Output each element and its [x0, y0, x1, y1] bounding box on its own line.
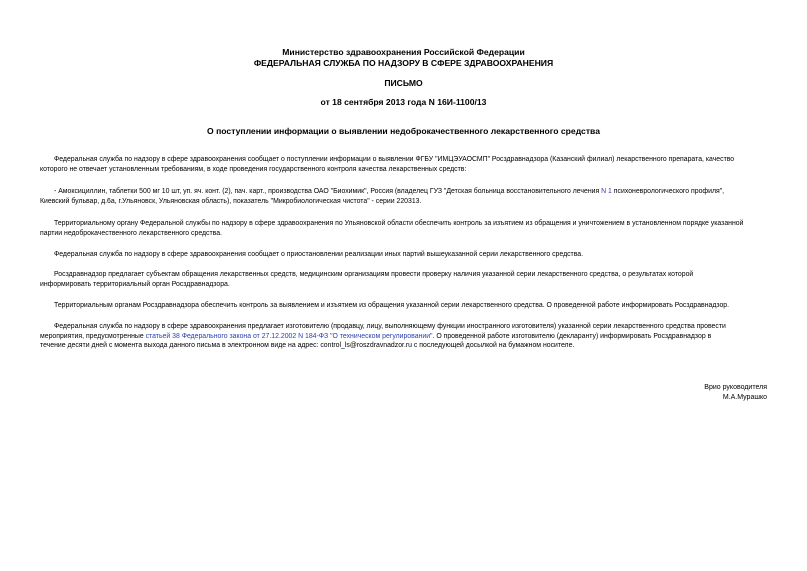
- paragraph-line: информировать территориальный орган Росздравнадзора.: [40, 280, 230, 288]
- service-name: ФЕДЕРАЛЬНАЯ СЛУЖБА ПО НАДЗОРУ В СФЕРЕ ЗДРАВООХРАНЕНИЯ: [253, 58, 554, 68]
- text-fragment: психоневрологического профиля",: [613, 188, 725, 195]
- document-subject: О поступлении информации о выявлении недоброкачественного лекарственного средства: [207, 126, 600, 136]
- paragraph-line: Росздравнадзор предлагает субъектам обращения лекарственных средств, медицинским организациям провести проверку наличия указанной серии лекарственного средства, о результатах которой: [54, 271, 694, 278]
- paragraph-5: [40, 270, 769, 289]
- text-fragment: . О проведенной работе изготовителю (декларанту) информировать Росздравнадзор в: [432, 332, 712, 340]
- hospital-number-link[interactable]: N 1: [601, 188, 612, 195]
- document-date-number: от 18 сентября 2013 года N 16И-1100/13: [320, 97, 487, 107]
- paragraph-6: [40, 301, 769, 311]
- ministry-name: Министерство здравоохранения Российской Федерации: [282, 47, 525, 57]
- paragraph-line: Федеральная служба по надзору в сфере здравоохранения сообщает о приостановлении реализации иных партий вышеуказанной серии лекарственного средства.: [54, 251, 584, 258]
- paragraph-line: Территориальным органам Росздравнадзора обеспечить контроль за выявлением и изъятием из обращения указанной серии лекарственного средства. О проведенной работе информировать Росздравнадзор.: [54, 302, 730, 309]
- paragraph-4: [40, 250, 769, 260]
- paragraph-line: [40, 332, 769, 342]
- text-fragment: мероприятия, предусмотренные: [40, 332, 144, 340]
- paragraph-line: [40, 187, 769, 197]
- document-type: ПИСЬМО: [384, 78, 423, 88]
- paragraph-line: Федеральная служба по надзору в сфере здравоохранения сообщает о поступлении информации о выявлении ФГБУ "ИМЦЭУАОСМП" Росздравнадзора (Казанский филиал) лекарственного препарата, качество: [54, 156, 735, 163]
- paragraph-line: Территориальному органу Федеральной службы по надзору в сфере здравоохранения по Ульяновской области обеспечить контроль за изъятием из обращения и уничтожением в установленном порядке указанной: [54, 220, 744, 227]
- paragraph-line: Киевский бульвар, д.6а, г.Ульяновск, Ульяновская область), показатель "Микробиологическая чистота" - серии 220313.: [40, 197, 422, 205]
- paragraph-line: течение десяти дней с момента выхода данного письма в электронном виде на адрес: control_ls@roszdravnadzor.ru с последующей досылкой на бумажном носителе.: [40, 342, 575, 350]
- paragraph-7: [40, 322, 769, 351]
- paragraph-line: партии недоброкачественного лекарственного средства.: [40, 229, 222, 237]
- paragraph-3: [40, 219, 769, 238]
- federal-law-link[interactable]: статьей 38 Федерального закона от 27.12.2002 N 184-ФЗ "О техническом регулировании": [145, 332, 433, 340]
- text-fragment: - Амоксициллин, таблетки 500 мг 10 шт, уп. яч. конт. (2), пач. карт., производства ОАО "Биохимик", Россия (владелец ГУЗ "Детская больница восстановительного лечения: [54, 188, 600, 195]
- paragraph-line: которого не отвечает установленным требованиям, в ходе проведения государственного контроля качества лекарственных средств:: [40, 165, 467, 173]
- signature-block: [704, 383, 767, 403]
- paragraph-line: Федеральная служба по надзору в сфере здравоохранения предлагает изготовителю (продавцу, лицу, выполняющему функции иностранного изготовителя) указанной серии лекарственного средства провести: [54, 323, 726, 330]
- signatory-position: Врио руководителя: [704, 384, 767, 391]
- paragraph-1: [40, 155, 769, 174]
- signatory-name: М.А.Мурашко: [722, 394, 767, 401]
- paragraph-2: [40, 187, 769, 206]
